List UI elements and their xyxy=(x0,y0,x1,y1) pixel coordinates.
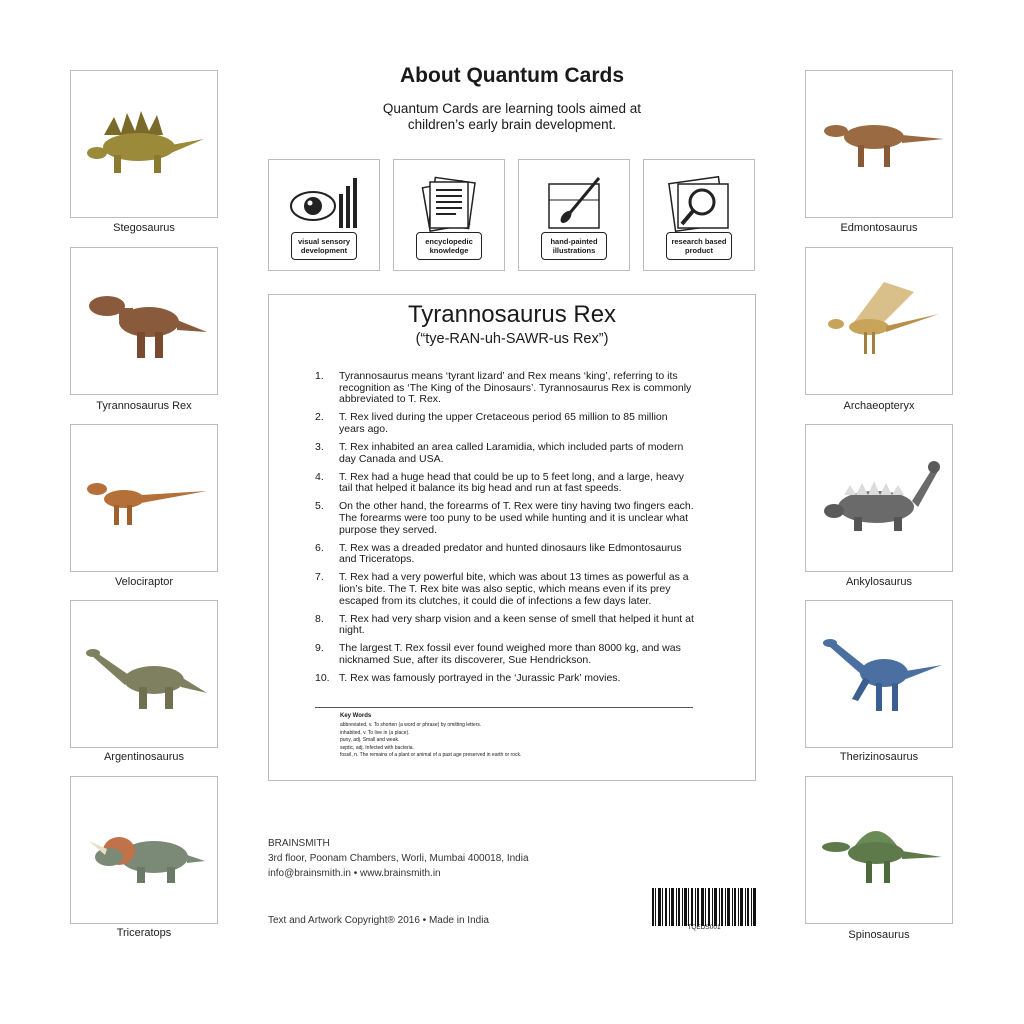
list-item: 2. T. Rex lived during the upper Cretaceous period 65 million to 85 million years ago. xyxy=(315,411,668,435)
facts-list xyxy=(315,371,695,691)
card-caption: Edmontosaurus xyxy=(840,222,918,234)
spinosaurus-icon xyxy=(814,801,944,901)
list-item: 9. The largest T. Rex fossil ever found weighed more than 8000 kg, and was nicknamed Sue, after its discoverer, Sue Hendrickson. xyxy=(315,642,681,666)
list-item: 4. T. Rex had a huge head that could be up to 5 feet long, and a large, heavy tail that helped it balance its big head and run at fast speeds. xyxy=(315,470,685,495)
barcode-icon xyxy=(652,888,756,926)
stegosaurus-icon xyxy=(79,95,209,195)
key-words-title: Key Words xyxy=(340,713,372,719)
card-caption: Therizinosaurus xyxy=(839,751,919,763)
eye-icon xyxy=(289,174,361,232)
list-item: 5. On the other hand, the forearms of T. Rex were tiny having two fingers each. The forearms were too puny to be used while hunting and it is unclear what purpose they served. xyxy=(315,500,694,536)
therizinosaurus-icon xyxy=(814,625,944,725)
company-contact: info@brainsmith.in • www.brainsmith.in xyxy=(268,868,441,879)
panel-title: Tyrannosaurus Rex xyxy=(407,301,617,328)
magnifier-icon xyxy=(664,174,736,232)
card-triceratops[interactable] xyxy=(70,776,218,924)
feature-label: research based product xyxy=(666,232,732,260)
card-therizinosaurus[interactable] xyxy=(805,600,953,748)
card-argentinosaurus[interactable] xyxy=(70,600,218,748)
feature-hand-painted xyxy=(518,159,630,271)
card-caption: Ankylosaurus xyxy=(845,576,913,588)
tyrannosaurus-icon xyxy=(79,272,209,372)
key-word: septic, adj. Infected with bacteria. xyxy=(340,744,414,751)
feature-visual-sensory xyxy=(268,159,380,271)
list-item: 10. T. Rex was famously portrayed in the ‘Jurassic Park’ movies. xyxy=(315,671,621,684)
argentinosaurus-icon xyxy=(79,625,209,725)
feature-label: hand-painted illustrations xyxy=(541,232,607,260)
card-caption: Tyrannosaurus Rex xyxy=(96,400,192,412)
paintbrush-icon xyxy=(539,174,611,232)
ankylosaurus-icon xyxy=(814,449,944,549)
divider xyxy=(315,707,693,708)
card-caption: Argentinosaurus xyxy=(103,751,185,763)
copyright: Text and Artwork Copyright® 2016 • Made in India xyxy=(268,915,489,926)
list-item: 6. T. Rex was a dreaded predator and hunted dinosaurs like Edmontosaurus and Triceratops. xyxy=(315,541,682,566)
card-caption: Triceratops xyxy=(116,927,172,939)
feature-label: encyclopedic knowledge xyxy=(416,232,482,260)
feature-research-based xyxy=(643,159,755,271)
card-ankylosaurus[interactable] xyxy=(805,424,953,572)
page-title: About Quantum Cards xyxy=(400,64,624,87)
key-word: abbreviated, v. To shorten (a word or phrase) by omitting letters. xyxy=(340,722,482,728)
card-stegosaurus[interactable] xyxy=(70,70,218,218)
card-caption: Velociraptor xyxy=(114,576,174,588)
velociraptor-icon xyxy=(79,449,209,549)
card-caption: Spinosaurus xyxy=(848,929,910,941)
document-stack-icon xyxy=(414,174,486,232)
card-velociraptor[interactable] xyxy=(70,424,218,572)
key-word: inhabited, v. To live in (a place). xyxy=(340,729,410,736)
list-item: 3. T. Rex inhabited an area called Laramidia, which included parts of modern day Canada and USA. xyxy=(315,440,684,465)
company-address: 3rd floor, Poonam Chambers, Worli, Mumbai 400018, India xyxy=(268,853,529,864)
pronunciation: (“tye-RAN-uh-SAWR-us Rex”) xyxy=(415,331,609,347)
card-edmontosaurus[interactable] xyxy=(805,70,953,218)
card-archaeopteryx[interactable] xyxy=(805,247,953,395)
feature-label: visual sensory development xyxy=(291,232,357,260)
company-name: BRAINSMITH xyxy=(268,838,330,849)
info-panel xyxy=(268,294,756,781)
archaeopteryx-icon xyxy=(814,272,944,372)
barcode-number: TQEDS001 xyxy=(687,924,721,931)
card-caption: Stegosaurus xyxy=(113,222,175,234)
card-spinosaurus[interactable] xyxy=(805,776,953,924)
feature-encyclopedic xyxy=(393,159,505,271)
edmontosaurus-icon xyxy=(814,95,944,195)
list-item: 1. Tyrannosaurus means ‘tyrant lizard’ and Rex means ‘king’, referring to its recognition as ‘The King of the Dinosaurs’. Tyrannosaurus Rex is commonly abbreviated to T. Rex. xyxy=(315,370,692,406)
key-words-list xyxy=(340,722,690,760)
card-tyrannosaurus[interactable] xyxy=(70,247,218,395)
list-item: 8. T. Rex had very sharp vision and a keen sense of smell that helped it hunt at night. xyxy=(315,612,694,637)
key-word: fossil, n. The remains of a plant or animal of a past age preserved in earth or rock. xyxy=(340,752,522,758)
card-caption: Archaeopteryx xyxy=(843,400,915,412)
key-word: puny, adj. Small and weak. xyxy=(340,737,400,743)
triceratops-icon xyxy=(79,801,209,901)
list-item: 7. T. Rex had a very powerful bite, which was about 13 times as powerful as a lion’s bite. The T. Rex bite was also septic, which means even if its prey escaped from its clutches, it could die of infections a few days later. xyxy=(315,571,689,607)
intro-text: Quantum Cards are learning tools aimed at children’s early brain development. xyxy=(382,101,642,132)
